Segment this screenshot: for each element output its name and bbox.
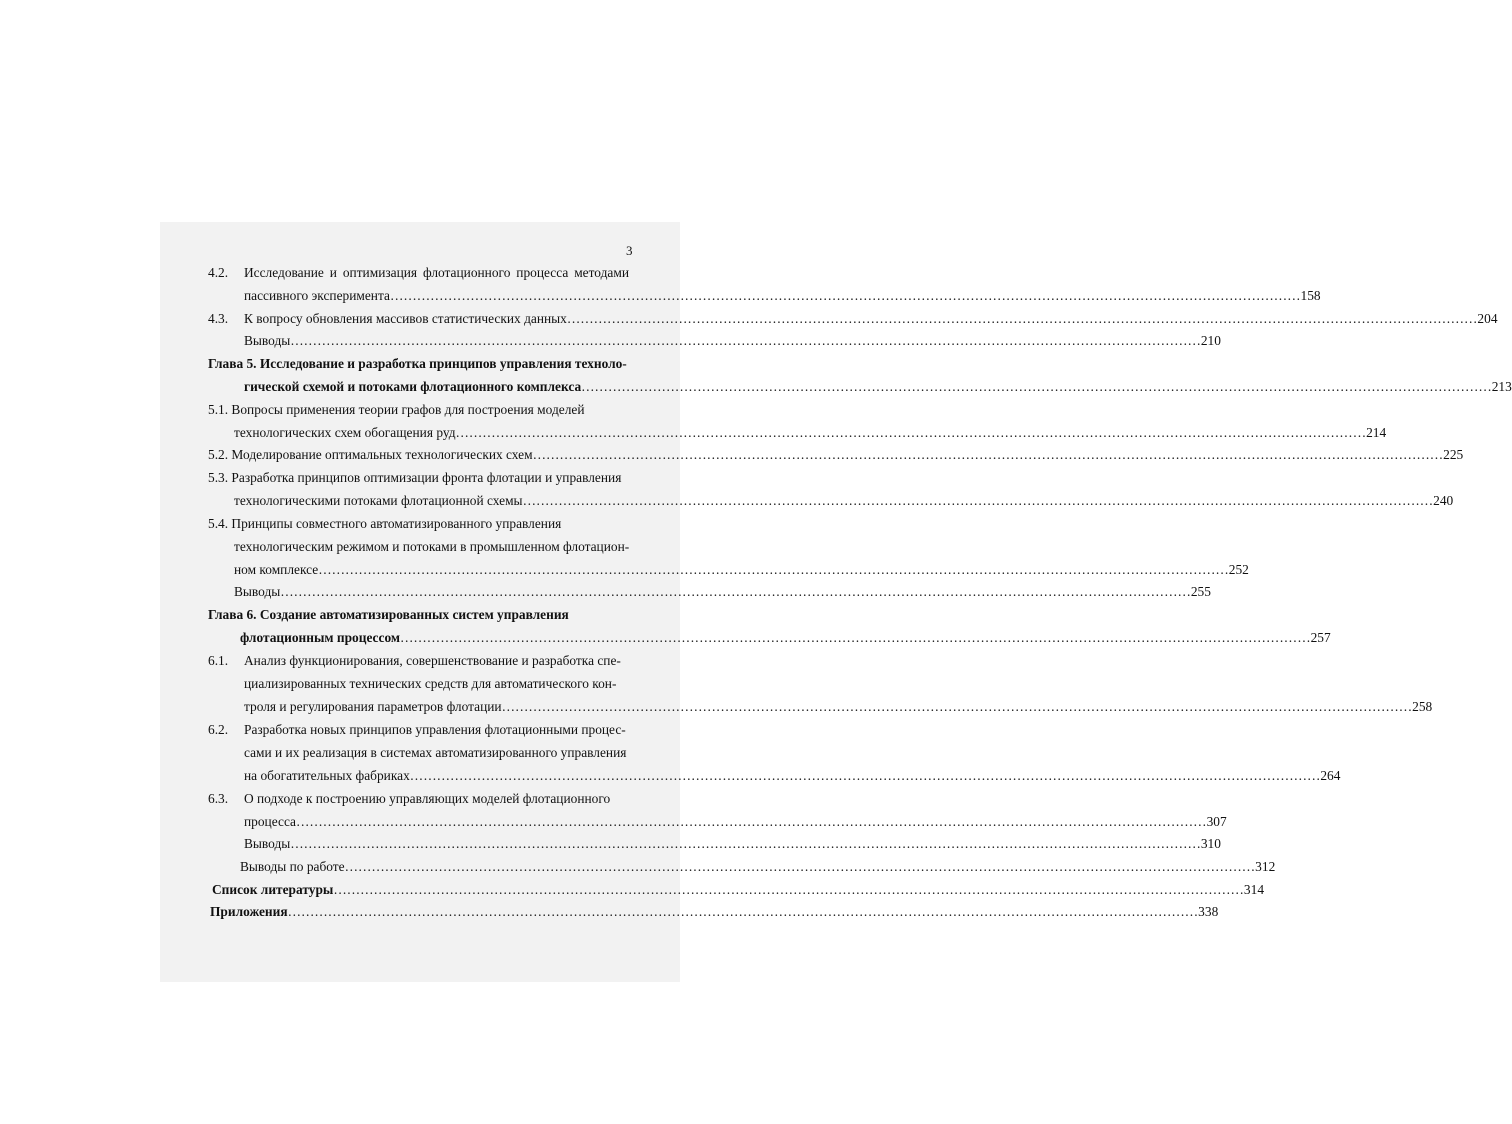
toc-entry-appendices — [210, 903, 1219, 921]
toc-page: 225 — [1443, 447, 1464, 462]
toc-page: 204 — [1477, 311, 1498, 326]
toc-text: процесса — [244, 814, 296, 829]
toc-entry-5-1-line1 — [208, 401, 630, 419]
toc-entry-6-2-line1 — [208, 721, 630, 739]
toc-chapter-5-line2 — [244, 378, 1512, 396]
toc-leader — [410, 767, 1321, 785]
toc-word: процесса — [516, 265, 569, 280]
toc-text: Анализ функционирования, совершенствование и разработка спе- — [244, 653, 621, 668]
toc-text: Глава 5. Исследование и разработка принципов управления техноло- — [208, 356, 627, 371]
toc-page: 307 — [1206, 814, 1227, 829]
toc-entry-5-1-line2 — [234, 424, 1387, 442]
toc-leader — [290, 332, 1201, 350]
toc-page: 338 — [1198, 904, 1219, 919]
toc-leader — [290, 835, 1201, 853]
toc-leader — [456, 424, 1367, 442]
toc-leader — [567, 310, 1478, 328]
toc-chapter-6-line1 — [208, 606, 630, 624]
toc-leader — [523, 492, 1434, 510]
toc-entry-work-conclusions — [240, 858, 1276, 876]
toc-word: и — [329, 265, 337, 280]
toc-entry-4-2-line1 — [208, 264, 629, 282]
toc-text: технологических схем обогащения руд — [234, 425, 456, 440]
toc-text: троля и регулирования параметров флотации — [244, 699, 502, 714]
toc-leader — [400, 629, 1311, 647]
toc-text: О подходе к построению управляющих моделей флотационного — [244, 791, 611, 806]
toc-word: оптимизация — [342, 265, 418, 280]
toc-chapter-5-line1 — [208, 355, 630, 373]
toc-entry-5-3-line2 — [234, 492, 1454, 510]
toc-text: 5.2. Моделирование оптимальных технологических схем — [208, 447, 533, 462]
toc-entry-4-2-line2 — [244, 287, 1321, 305]
page-number: 3 — [626, 243, 633, 258]
toc-entry-5-4-line3 — [234, 561, 1249, 579]
toc-leader — [288, 903, 1199, 921]
toc-leader — [296, 813, 1207, 831]
toc-entry-6-2-line2 — [244, 744, 630, 762]
toc-text: сами и их реализация в системах автоматизированного управления — [244, 745, 627, 760]
toc-text: 5.1. Вопросы применения теории графов для построения моделей — [208, 402, 585, 417]
toc-text: на обогатительных фабриках — [244, 768, 410, 783]
toc-entry-6-1-line1 — [208, 652, 630, 670]
toc-leader — [502, 698, 1413, 716]
toc-entry-6-1-line2 — [244, 675, 630, 693]
toc-text: Выводы по работе — [240, 859, 345, 874]
toc-page: 213 — [1491, 379, 1512, 394]
toc-page: 158 — [1300, 288, 1321, 303]
toc-page: 210 — [1200, 333, 1221, 348]
toc-text: Выводы — [234, 584, 281, 599]
toc-page: 264 — [1320, 768, 1341, 783]
toc-entry-references — [212, 881, 1265, 899]
toc-entry-4-3 — [208, 310, 1498, 328]
toc-number: 6.1. — [208, 653, 229, 668]
toc-page: 310 — [1200, 836, 1221, 851]
toc-entry-5-2 — [208, 446, 1464, 464]
toc-leader — [318, 561, 1229, 579]
toc-page: 257 — [1310, 630, 1331, 645]
toc-text: 5.4. Принципы совместного автоматизированного управления — [208, 516, 562, 531]
toc-entry-5-4-line2 — [234, 538, 630, 556]
toc-entry-conclusions-5 — [234, 583, 1211, 601]
toc-number: 6.2. — [208, 722, 229, 737]
toc-entry-conclusions-4 — [244, 332, 1221, 350]
toc-leader — [390, 287, 1301, 305]
toc-page: 214 — [1366, 425, 1387, 440]
toc-text: ном комплексе — [234, 562, 319, 577]
toc-text: циализированных технических средств для автоматического кон- — [244, 676, 617, 691]
toc-text: флотационным процессом — [240, 630, 401, 645]
toc-entry-6-3-line1 — [208, 790, 630, 808]
toc-page: 258 — [1412, 699, 1433, 714]
toc-text: 5.3. Разработка принципов оптимизации фронта флотации и управления — [208, 470, 622, 485]
toc-text: Приложения — [210, 904, 288, 919]
toc-entry-6-3-line2 — [244, 813, 1227, 831]
toc-text: Глава 6. Создание автоматизированных систем управления — [208, 607, 569, 622]
toc-text: Разработка новых принципов управления флотационными процес- — [244, 722, 626, 737]
toc-page: 252 — [1228, 562, 1249, 577]
toc-word: Исследование — [244, 265, 324, 280]
toc-entry-6-2-line3 — [244, 767, 1341, 785]
toc-page: 240 — [1433, 493, 1454, 508]
toc-text: Список литературы — [212, 882, 334, 897]
toc-text: К вопросу обновления массивов статистических данных — [244, 311, 567, 326]
toc-text: Выводы — [244, 836, 291, 851]
toc-text: гической схемой и потоками флотационного комплекса — [244, 379, 582, 394]
toc-leader — [581, 378, 1492, 396]
toc-entry-6-1-line3 — [244, 698, 1433, 716]
toc-entry-conclusions-6 — [244, 835, 1221, 853]
toc-number: 6.3. — [208, 791, 229, 806]
toc-text: Выводы — [244, 333, 291, 348]
toc-entry-5-3-line1 — [208, 469, 630, 487]
toc-text: технологическим режимом и потоками в промышленном флотацион- — [234, 539, 630, 554]
toc-word: флотационного — [422, 265, 511, 280]
toc-leader — [333, 881, 1244, 899]
toc-leader — [280, 583, 1191, 601]
toc-entry-5-4-line1 — [208, 515, 630, 533]
toc-page: 312 — [1255, 859, 1276, 874]
toc-word: методами — [574, 265, 629, 280]
toc-page: 255 — [1190, 584, 1211, 599]
toc-leader — [345, 858, 1256, 876]
toc-chapter-6-line2 — [240, 629, 1331, 647]
toc-page: 314 — [1243, 882, 1265, 897]
toc-number: 4.2. — [208, 265, 229, 280]
toc-leader — [533, 446, 1444, 464]
toc-text: технологическими потоками флотационной схемы — [234, 493, 523, 508]
toc-number: 4.3. — [208, 311, 229, 326]
toc-text: пассивного эксперимента — [244, 288, 390, 303]
